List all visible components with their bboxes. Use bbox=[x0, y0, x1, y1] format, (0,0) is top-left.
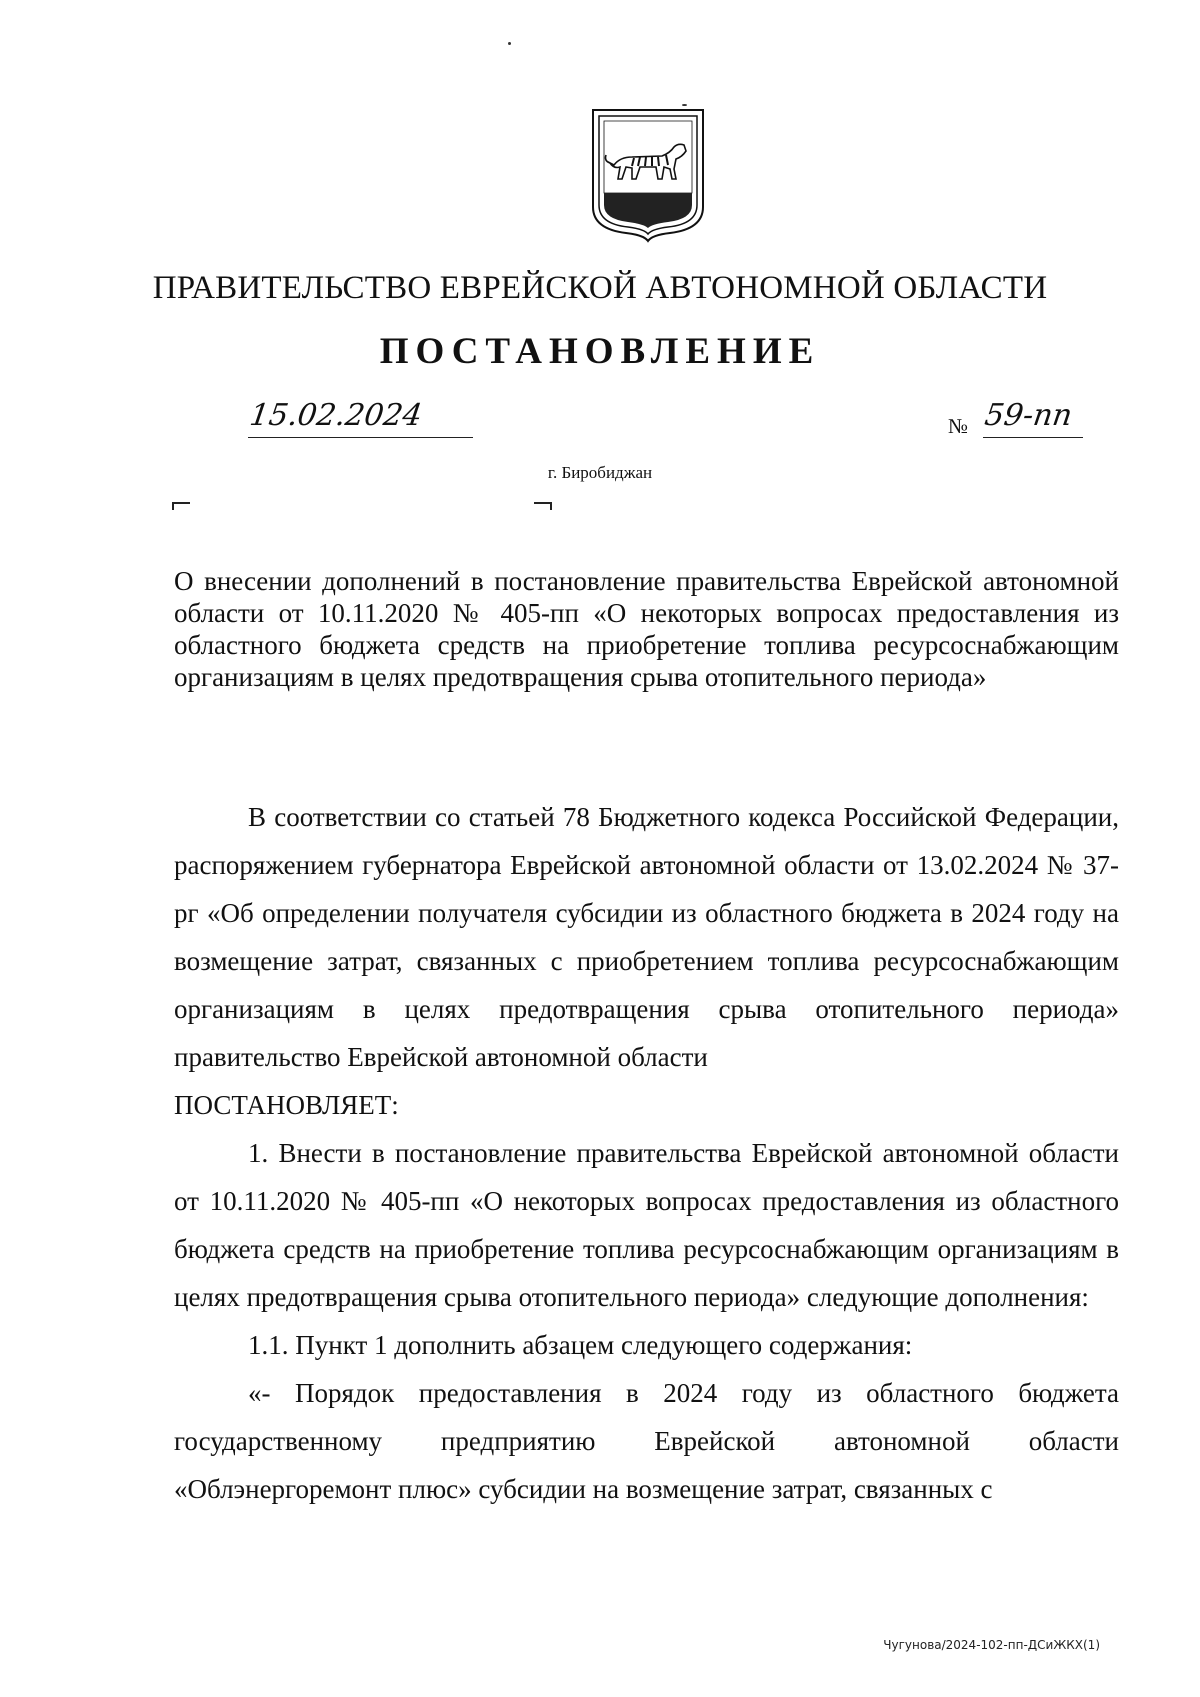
document-subject: О внесении дополнений в постановление правительства Еврейской автономной области от 10.11.2020 № 405-пп «О некоторых вопросах предоставления из областного бюджета средств на приобретение топлива ресурсоснабжающим организациям в целях предотвращения срыва отопительного периода» bbox=[174, 566, 1119, 692]
title-bracket-left bbox=[172, 502, 190, 510]
decree-word: ПОСТАНОВЛЯЕТ: bbox=[174, 1090, 399, 1120]
handwritten-number: 59-пп bbox=[982, 398, 1075, 433]
handwritten-date: 15.02.2024 bbox=[247, 398, 425, 433]
city-label: г. Биробиджан bbox=[547, 463, 653, 482]
title-bracket-right bbox=[534, 502, 552, 510]
government-title: ПРАВИТЕЛЬСТВО ЕВРЕЙСКОЙ АВТОНОМНОЙ ОБЛАСТИ bbox=[152, 270, 1048, 306]
preamble-paragraph: В соответствии со статьей 78 Бюджетного кодекса Российской Федерации, распоряжением губернатора Еврейской автономной области от 13.02.2024 № 37-рг «Об определении получателя субсидии из областного бюджета в 2024 году на возмещение затрат, связанных с приобретением топлива ресурсоснабжающим организациям в целях предотвращения срыва отопительного периода» правительство Еврейской автономной области bbox=[174, 802, 1119, 1072]
scan-speck bbox=[682, 104, 687, 106]
footer-document-code: Чугунова/2024-102-пп-ДСиЖКХ(1) bbox=[883, 1638, 1100, 1652]
number-underline bbox=[983, 437, 1083, 438]
date-underline bbox=[248, 437, 473, 438]
document-type: ПОСТАНОВЛЕНИЕ bbox=[379, 331, 821, 372]
number-sign: № bbox=[948, 414, 969, 438]
item-1-paragraph: 1. Внести в постановление правительства Еврейской автономной области от 10.11.2020 № 405-пп «О некоторых вопросах предоставления из областного бюджета средств на приобретение топлива ресурсоснабжающим организациям в целях предотвращения срыва отопительного периода» следующие дополнения: bbox=[174, 1138, 1119, 1312]
item-1-1-paragraph: 1.1. Пункт 1 дополнить абзацем следующего содержания: bbox=[248, 1330, 913, 1360]
tiger-emblem-icon bbox=[590, 107, 706, 243]
document-body bbox=[174, 793, 1119, 1513]
quoted-paragraph: «- Порядок предоставления в 2024 году из областного бюджета государственному предприятию Еврейской автономной области «Облэнергоремонт плюс» субсидии на возмещение затрат, связанных с bbox=[174, 1378, 1119, 1504]
scan-speck bbox=[508, 42, 511, 45]
